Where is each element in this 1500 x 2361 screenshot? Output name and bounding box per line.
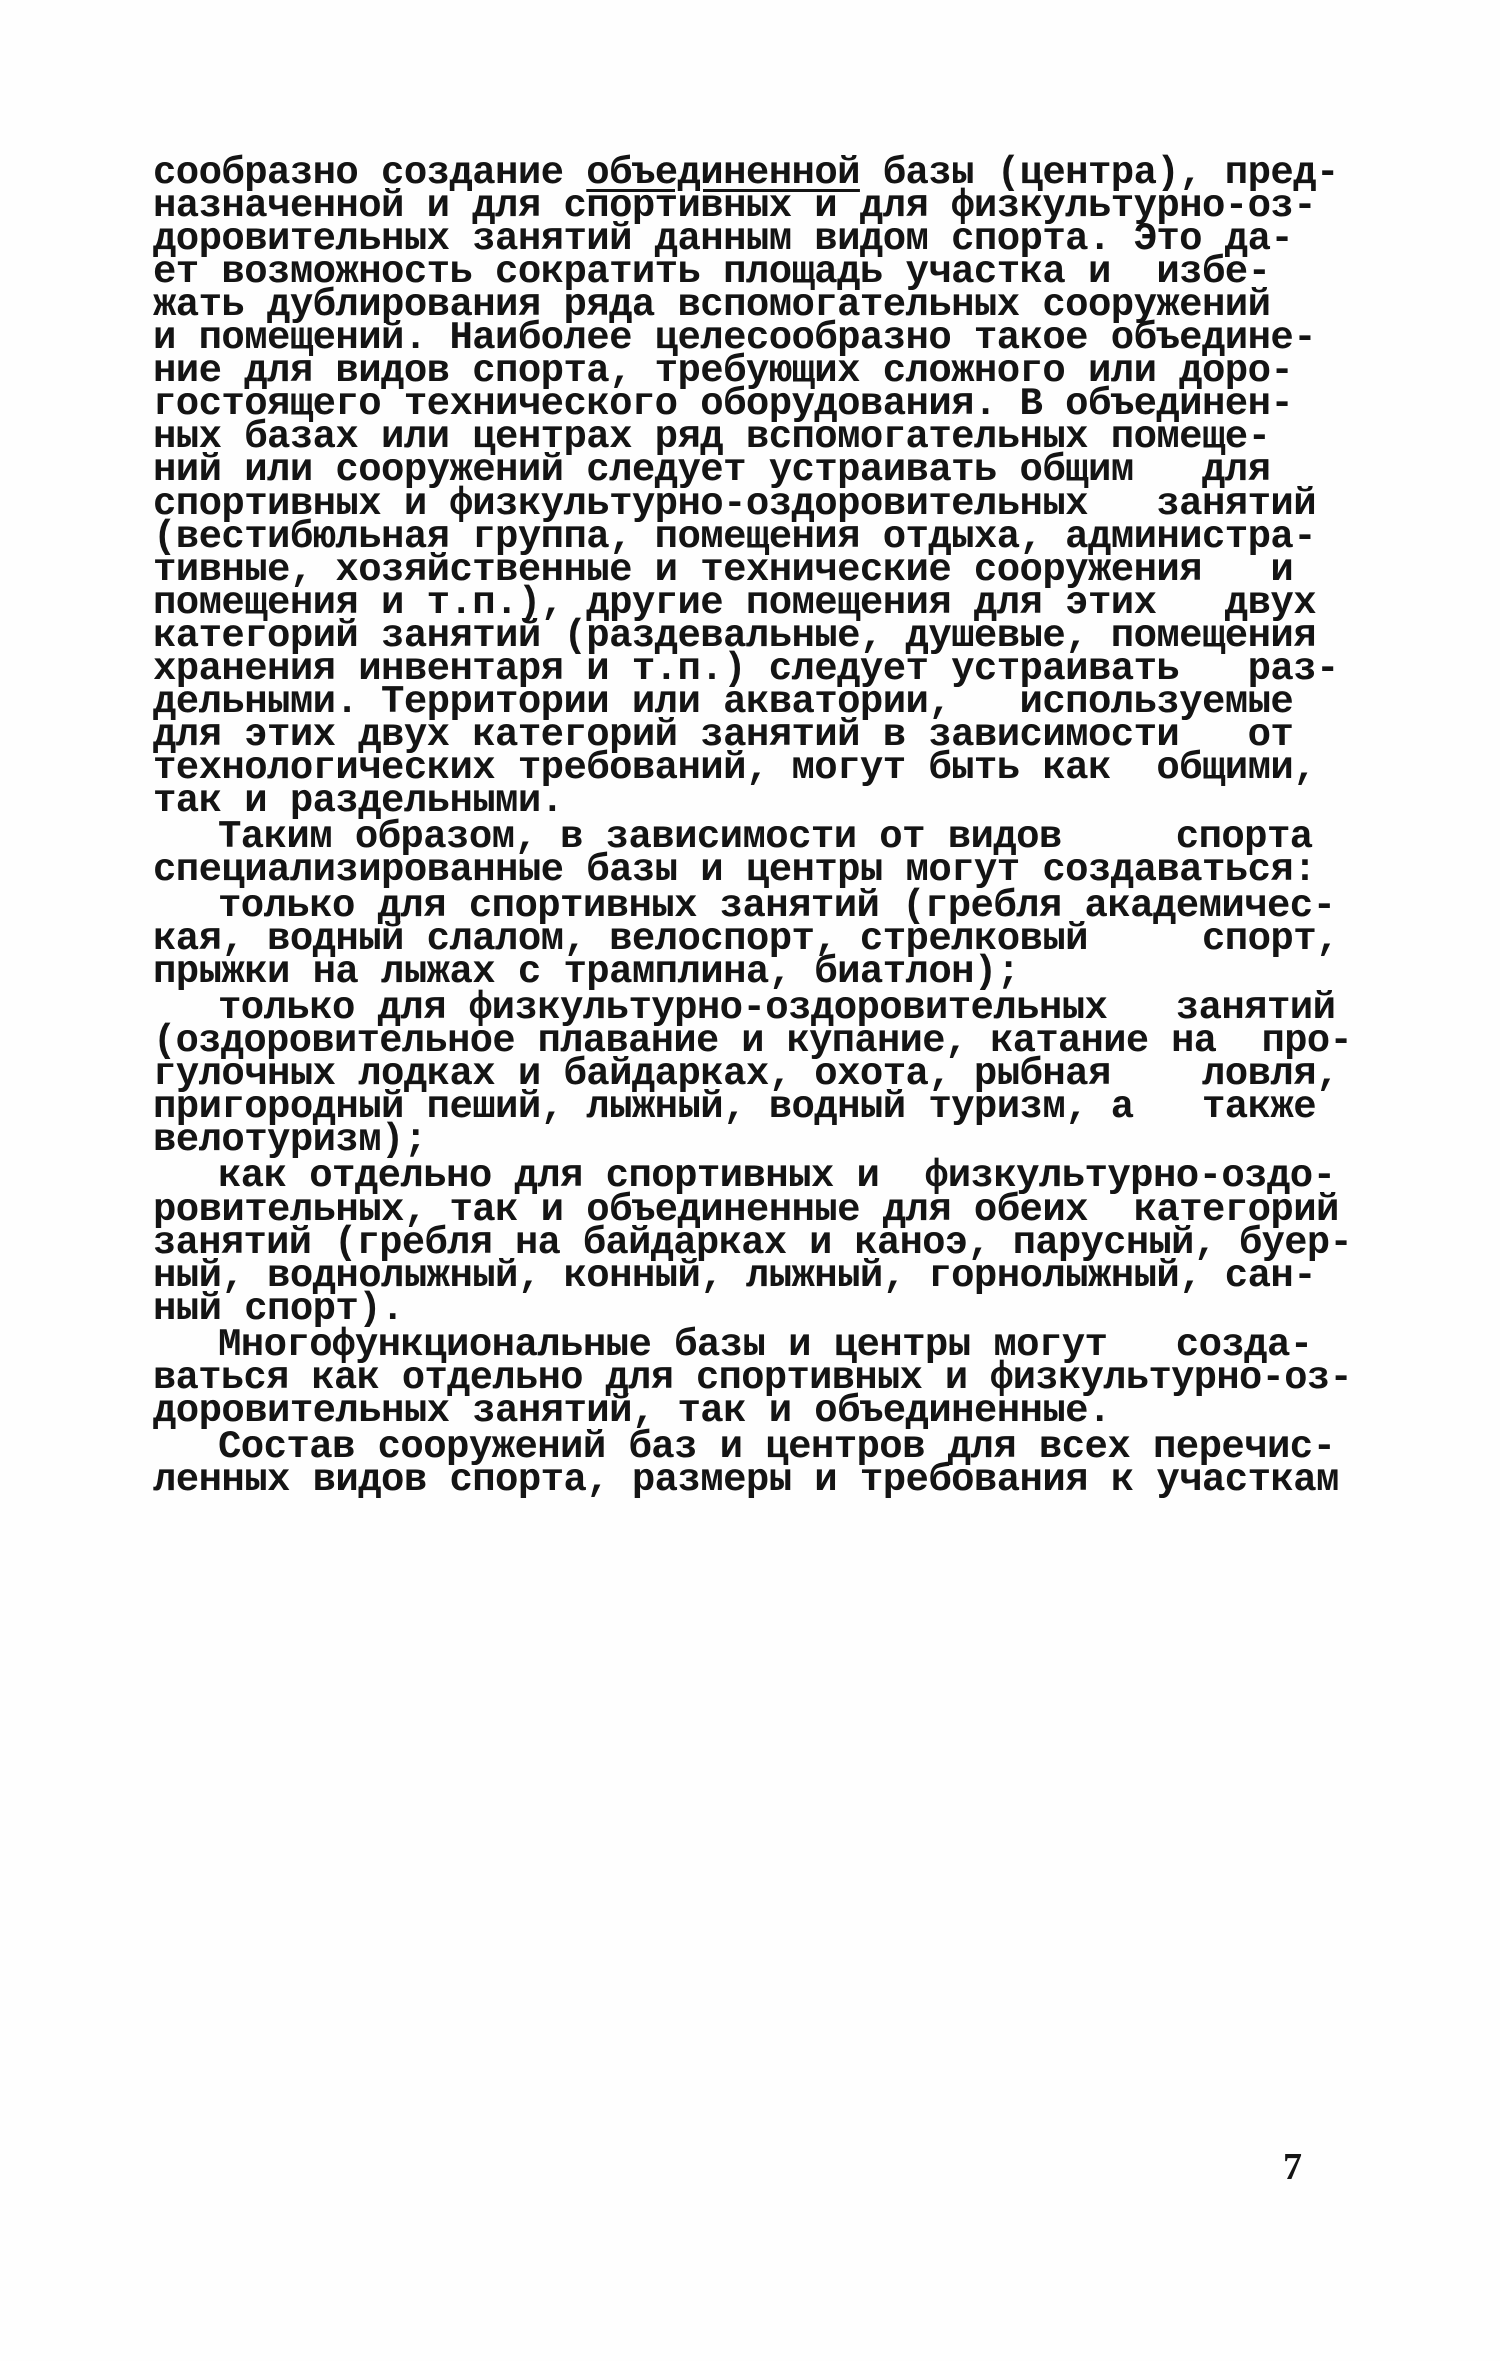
text-line: занятий (гребля на байдарках и каноэ, парусный, буер-: [153, 1221, 1353, 1265]
underlined-word: объединенной: [586, 151, 860, 195]
text-line: дельными. Территории или акватории, используемые: [153, 680, 1294, 724]
text-line: технологических требований, могут быть как общими,: [153, 746, 1316, 790]
text-line: (оздоровительное плавание и купание, катание на про-: [153, 1019, 1353, 1063]
text-line: тивные, хозяйственные и технические сооружения и: [153, 548, 1294, 592]
text-line: спортивных и физкультурно-оздоровительных занятий: [153, 482, 1316, 526]
text-line: жать дублирования ряда вспомогательных сооружений: [153, 283, 1271, 327]
text-line: доровительных занятий, так и объединенные.: [153, 1389, 1111, 1433]
page-number: 7: [1283, 2146, 1302, 2188]
text-line: (вестибюльная группа, помещения отдыха, администра-: [153, 515, 1316, 559]
text-line: ных базах или центрах ряд вспомогательных помеще-: [153, 415, 1271, 459]
text-line: ный, воднолыжный, конный, лыжный, горнолыжный, сан-: [153, 1254, 1316, 1298]
text-line: гостоящего технического оборудования. В объединен-: [153, 382, 1294, 426]
text-line: ний или сооружений следует устраивать общим для: [153, 448, 1271, 492]
text-line: Состав сооружений баз и центров для всех перечис-: [218, 1425, 1336, 1469]
text-segment: базы (центра), пред-: [859, 151, 1339, 195]
text-line: помещения и т.п.), другие помещения для этих двух: [153, 581, 1316, 625]
text-line: только для спортивных занятий (гребля академичес-: [218, 884, 1336, 928]
text-line: как отдельно для спортивных и физкультурно-оздо-: [218, 1154, 1336, 1198]
text-line: для этих двух категорий занятий в зависимости от: [153, 713, 1294, 757]
text-line: только для физкультурно-оздоровительных занятий: [218, 986, 1336, 1030]
text-line: ный спорт).: [153, 1287, 404, 1331]
text-segment: сообразно создание: [153, 151, 587, 195]
text-line: ет возможность сократить площадь участка и избе-: [153, 250, 1271, 294]
text-line: ваться как отдельно для спортивных и физкультурно-оз-: [153, 1356, 1353, 1400]
text-line: кая, водный слалом, велоспорт, стрелковый спорт,: [153, 917, 1339, 961]
text-line: категорий занятий (раздевальные, душевые, помещения: [153, 614, 1316, 658]
text-line: хранения инвентаря и т.п.) следует устраивать раз-: [153, 647, 1339, 691]
text-line: Таким образом, в зависимости от видов спорта: [218, 815, 1313, 859]
text-line: ние для видов спорта, требующих сложного или доро-: [153, 349, 1294, 393]
text-line: так и раздельными.: [153, 779, 564, 823]
text-line: назначенной и для спортивных и для физкультурно-оз-: [153, 184, 1316, 228]
text-line: Многофункциональные базы и центры могут созда-: [218, 1323, 1313, 1367]
text-line: пригородный пеший, лыжный, водный туризм, а также: [153, 1085, 1316, 1129]
text-line: и помещений. Наиболее целесообразно такое объедине-: [153, 316, 1316, 360]
text-line: ровительных, так и объединенные для обеих категорий: [153, 1188, 1339, 1232]
text-line: доровительных занятий данным видом спорта. Это да-: [153, 217, 1294, 261]
text-line: гулочных лодках и байдарках, охота, рыбная ловля,: [153, 1052, 1339, 1096]
text-line: велотуризм);: [153, 1118, 427, 1162]
text-line: прыжки на лыжах с трамплина, биатлон);: [153, 950, 1020, 994]
text-line: специализированные базы и центры могут создаваться:: [153, 848, 1316, 892]
text-line: ленных видов спорта, размеры и требования к участкам: [153, 1458, 1339, 1502]
